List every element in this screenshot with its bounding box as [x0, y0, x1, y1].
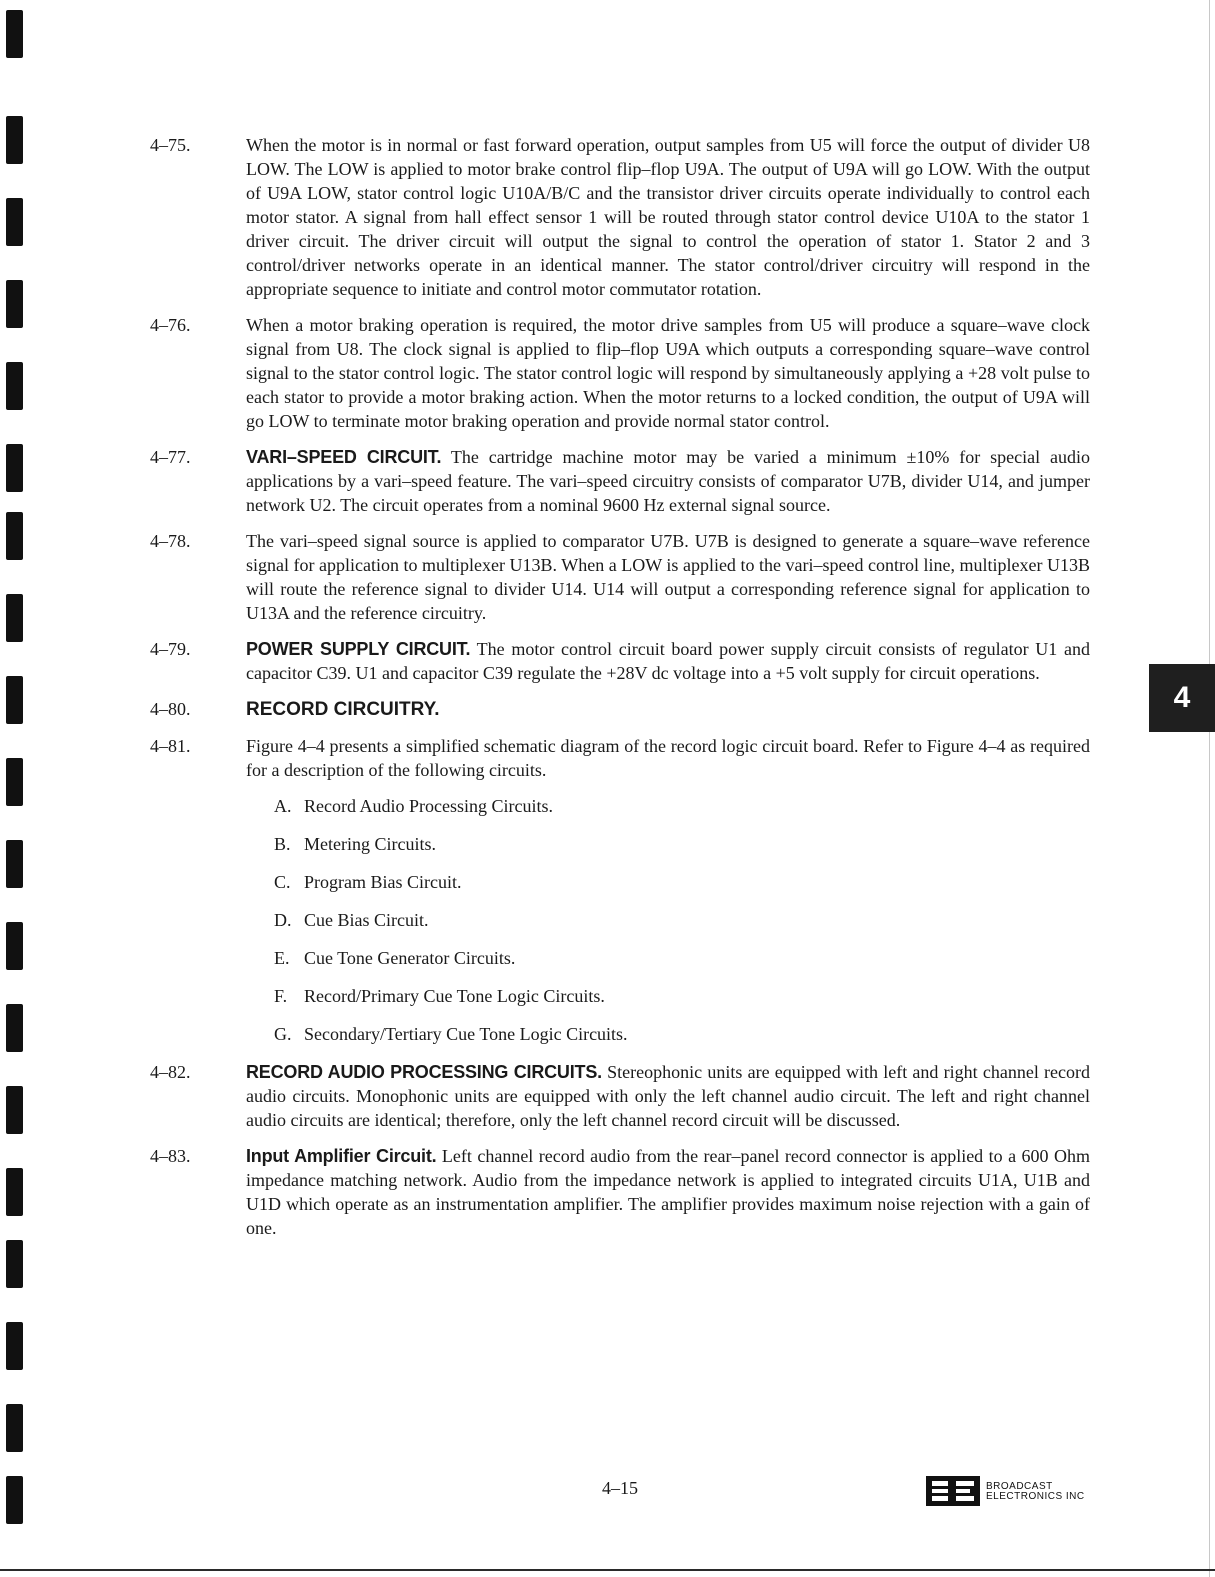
paragraph-text: The vari–speed signal source is applied to comparator U7B. U7B is designed to generate a square–wave reference signal for application to multiplexer U13B. When a LOW is applied to the vari–speed control line, multiplexer U13B will route the reference signal to divider U14. U14 will output a corresponding reference signal for application to U13A and the reference circuitry. [246, 531, 1090, 623]
logo-line-1: BROADCAST [986, 1481, 1053, 1492]
list-text: Record/Primary Cue Tone Logic Circuits. [304, 986, 605, 1006]
list-text: Cue Tone Generator Circuits. [304, 948, 516, 968]
paragraph [150, 1060, 1090, 1132]
binding-hole [6, 1004, 23, 1052]
binding-hole [6, 1168, 23, 1216]
paragraph-number: 4–83. [150, 1146, 191, 1166]
binding-hole [6, 512, 23, 560]
paragraph-number: 4–81. [150, 736, 191, 756]
paragraph-number: 4–80. [150, 699, 191, 719]
paragraph-text: When the motor is in normal or fast forward operation, output samples from U5 will force the output of divider U8 LOW. The LOW is applied to motor brake control flip–flop U9A. The output of U9A will go LOW. With the output of U9A LOW, stator control logic U10A/B/C and the transistor driver circuits operate individually to control each motor stator. A signal from hall effect sensor 1 will be routed through stator control device U10A to the stator 1 driver circuit. The driver circuit will output the signal to control the operation of stator 1. Stator 2 and 3 control/driver networks operate in an identical manner. The stator control/driver circuitry will respond in the appropriate sequence to initiate and control motor commutator rotation. [246, 135, 1090, 299]
list-letter: B. [274, 834, 291, 854]
binding-hole [6, 116, 23, 164]
list-item [274, 908, 1090, 932]
list-text: Cue Bias Circuit. [304, 910, 429, 930]
page-number: 4–15 [602, 1478, 638, 1498]
list-letter: E. [274, 948, 290, 968]
list-letter: C. [274, 872, 291, 892]
paragraph [150, 1144, 1090, 1240]
binding-hole [6, 922, 23, 970]
binding-hole [6, 758, 23, 806]
paragraph-heading: VARI–SPEED CIRCUIT. [246, 447, 442, 467]
list-item [274, 984, 1090, 1008]
be-logo-mark [926, 1476, 980, 1506]
list-item [274, 832, 1090, 856]
section-tab: 4 [1149, 664, 1215, 732]
paragraph [150, 133, 1090, 301]
binding-hole [6, 676, 23, 724]
broadcast-electronics-logo [926, 1476, 1116, 1508]
list-letter: D. [274, 910, 292, 930]
list-letter: A. [274, 796, 292, 816]
list-item [274, 794, 1090, 818]
paragraph-heading: POWER SUPPLY CIRCUIT. [246, 639, 471, 659]
binding-hole [6, 1240, 23, 1288]
paragraph-number: 4–77. [150, 447, 191, 467]
paragraph [150, 445, 1090, 517]
binding-hole [6, 198, 23, 246]
paragraph-text: The cartridge machine motor may be varied a minimum ±10% for special audio applications by a vari–speed feature. The vari–speed circuitry consists of comparator U7B, divider U14, and jumper network U2. The circuit operates from a nominal 9600 Hz external signal source. [246, 447, 1090, 515]
paragraph-text: When a motor braking operation is required, the motor drive samples from U5 will produce a square–wave clock signal from U8. The clock signal is applied to flip–flop U9A which outputs a corresponding square–wave control signal to the stator control logic. The stator control logic will respond by simultaneously applying a +28 volt pulse to each stator to provide a motor braking action. When the motor returns to a locked condition, the output of U9A will go LOW to terminate motor braking operation and provide normal stator control. [246, 315, 1090, 431]
paragraph [150, 637, 1090, 685]
binding-holes [6, 0, 26, 1577]
paragraph [150, 529, 1090, 625]
paragraph-heading: Input Amplifier Circuit. [246, 1146, 437, 1166]
paragraph-text: Stereophonic units are equipped with left and right channel record audio circuits. Monophonic units are equipped with only the left channel audio circuit. The left and right channel audio circuits are identical; therefore, only the left channel record circuit will be discussed. [246, 1062, 1091, 1130]
paragraph-group [150, 1060, 1090, 1240]
page-edge-bottom [0, 1569, 1215, 1571]
binding-hole [6, 1086, 23, 1134]
paragraph-number: 4–82. [150, 1062, 191, 1082]
paragraph [150, 697, 1090, 722]
binding-hole [6, 362, 23, 410]
circuit-list [150, 794, 1090, 1046]
page-edge-right [1209, 0, 1210, 1577]
list-item [274, 1022, 1090, 1046]
list-letter: G. [274, 1024, 292, 1044]
paragraph-text: The motor control circuit board power supply circuit consists of regulator U1 and capacitor C39. U1 and capacitor C39 regulate the +28V dc voltage into a +5 volt supply for circuit operations. [246, 639, 1090, 683]
paragraph [150, 734, 1090, 782]
logo-line-2: ELECTRONICS INC [986, 1491, 1085, 1502]
paragraph-heading: RECORD CIRCUITRY. [246, 699, 440, 720]
binding-hole [6, 280, 23, 328]
paragraph-group [150, 133, 1090, 782]
list-text: Program Bias Circuit. [304, 872, 462, 892]
list-item [274, 946, 1090, 970]
paragraph-heading: RECORD AUDIO PROCESSING CIRCUITS. [246, 1062, 602, 1082]
paragraph-number: 4–79. [150, 639, 191, 659]
list-text: Metering Circuits. [304, 834, 436, 854]
list-letter: F. [274, 986, 288, 1006]
list-item [274, 870, 1090, 894]
paragraph-text: Left channel record audio from the rear–panel record connector is applied to a 600 Ohm impedance matching network. Audio from the impedance network is applied to integrated circuits U1A, U1B and U1D which operate as an instrumentation amplifier. The amplifier provides maximum noise rejection with a gain of one. [246, 1146, 1090, 1238]
binding-hole [6, 10, 23, 58]
binding-hole [6, 1322, 23, 1370]
paragraph [150, 313, 1090, 433]
document-body [150, 133, 1090, 1252]
binding-hole [6, 840, 23, 888]
list-text: Record Audio Processing Circuits. [304, 796, 553, 816]
paragraph-number: 4–76. [150, 315, 191, 335]
binding-hole [6, 1476, 23, 1524]
binding-hole [6, 1404, 23, 1452]
list-text: Secondary/Tertiary Cue Tone Logic Circuits. [304, 1024, 628, 1044]
paragraph-number: 4–78. [150, 531, 191, 551]
binding-hole [6, 444, 23, 492]
paragraph-number: 4–75. [150, 135, 191, 155]
paragraph-text: Figure 4–4 presents a simplified schematic diagram of the record logic circuit board. Refer to Figure 4–4 as required for a description of the following circuits. [246, 736, 1090, 780]
binding-hole [6, 594, 23, 642]
